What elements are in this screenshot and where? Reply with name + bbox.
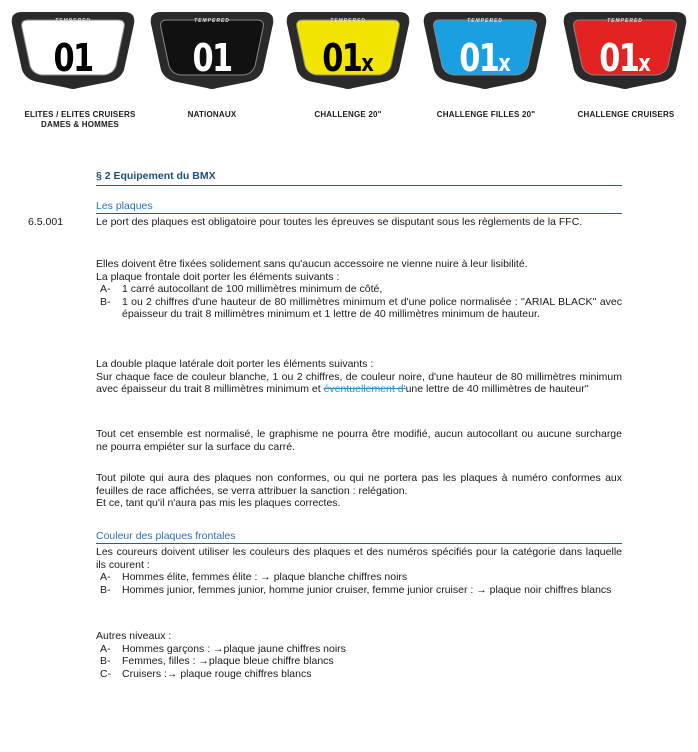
list-text: 1 ou 2 chiffres d'une hauteur de 80 millimètres minimum et d'une police normalisée : ''ARIAL BLACK'' avec épaisseur du trait 8 millimètres minimum et 1 lettre de 40 millimètres minimum de hauteur. (122, 295, 622, 320)
plate-caption (418, 110, 554, 120)
list-text: Hommes garçons : →plaque jaune chiffres noirs (122, 642, 346, 655)
plate-caption (152, 110, 272, 120)
caption-line: CHALLENGE CRUISERS (577, 110, 675, 119)
list-text: Hommes junior, femmes junior, homme junior cruiser, femme junior cruiser : → plaque noir chiffres blancs (122, 583, 612, 596)
list-marker: B- (100, 655, 111, 667)
plate-nationaux: TEMPERED 01 (147, 8, 277, 96)
list-text: Femmes, filles : →plaque bleue chiffre blancs (122, 655, 334, 667)
text-run: Sur chaque face de couleur blanche, 1 ou 2 chiffres, de couleur noire, d'une hauteur de 80 millimètres minimum avec épaisseur du trait 8 millimètres minimum et (96, 370, 622, 395)
list-marker: B- (100, 295, 111, 308)
list-item (96, 668, 622, 681)
paragraph (96, 428, 622, 453)
plate-challenge-cruisers: TEMPERED 01x (560, 8, 690, 96)
caption-line: NATIONAUX (187, 110, 237, 119)
paragraph (96, 216, 622, 229)
list-item (96, 296, 622, 321)
section-title: § 2 Equipement du BMX (96, 170, 622, 186)
list-marker: C- (100, 667, 112, 680)
subsection-title-couleur: Couleur des plaques frontales (96, 530, 622, 544)
plates-row (0, 0, 698, 140)
plate-caption (288, 110, 408, 120)
list-text: Hommes élite, femmes élite : → plaque blanche chiffres noirs (122, 571, 408, 583)
paragraph-text: Elles doivent être fixées solidement sans qu'aucun accessoire ne vienne nuire à leur lisibilité. (96, 258, 528, 270)
paragraph-text: Autres niveaux : (96, 630, 172, 642)
caption-line: ELITES / ELITES CRUISERS (24, 110, 136, 119)
plate-challenge-filles: TEMPERED 01x (420, 8, 550, 96)
paragraph-text: La double plaque latérale doit porter les éléments suivants : (96, 358, 374, 370)
list-text: Cruisers :→ plaque rouge chiffres blancs (122, 667, 312, 680)
list-item (96, 584, 622, 597)
paragraph-text: Les coureurs doivent utiliser les couleurs des plaques et des numéros spécifiés pour la catégorie dans laquelle ils courent : (96, 546, 622, 571)
caption-line: CHALLENGE 20" (314, 110, 382, 119)
plate-elites: TEMPERED 01 (8, 8, 138, 96)
text-run: une lettre de 40 millimètres de hauteur'' (405, 383, 589, 395)
list-item (96, 643, 622, 656)
paragraph (96, 472, 622, 510)
plate-caption (558, 110, 694, 120)
plate-number: 01 (192, 36, 232, 80)
paragraph-text: Le port des plaques est obligatoire pour toutes les épreuves se disputant sous les règlements de la FFC. (96, 216, 583, 228)
list-marker: A- (100, 642, 111, 655)
caption-line: CHALLENGE FILLES 20" (436, 110, 536, 119)
paragraph (96, 546, 622, 596)
plate-number: 01 (53, 36, 93, 80)
struck-text: éventuellement d' (323, 383, 406, 395)
plate-caption (0, 110, 160, 130)
paragraph-text: La plaque frontale doit porter les éléments suivants : (96, 270, 340, 283)
plate-number: 01x (322, 36, 374, 80)
list-marker: A- (100, 283, 111, 295)
list-text: 1 carré autocollant de 100 millimètres minimum de côté, (122, 283, 383, 295)
paragraph (96, 630, 622, 680)
subsection-title-plaques: Les plaques (96, 200, 622, 214)
plate-number: 01x (599, 36, 651, 80)
list-item (96, 571, 622, 584)
paragraph-text (96, 371, 622, 396)
paragraph-text: Et ce, tant qu'il n'aura pas mis les plaques correctes. (96, 497, 341, 509)
list-marker: A- (100, 571, 111, 583)
list-item (96, 655, 622, 668)
paragraph-text: Tout pilote qui aura des plaques non conformes, ou qui ne portera pas les plaques à numéro conformes aux feuilles de race affichées, se verra attribuer la sanction : relégation. (96, 472, 622, 497)
list-marker: B- (100, 583, 111, 596)
list-item (96, 283, 622, 296)
caption-line: DAMES & HOMMES (41, 120, 119, 129)
plate-challenge-20: TEMPERED 01x (283, 8, 413, 96)
paragraph-text: Tout cet ensemble est normalisé, le graphisme ne pourra être modifié, aucun autocollant ou aucune surcharge ne pourra empiéter sur la surface du carré. (96, 428, 622, 453)
paragraph (96, 358, 622, 396)
plate-number: 01x (459, 36, 511, 80)
paragraph (96, 258, 622, 321)
rule-number: 6.5.001 (28, 216, 64, 228)
